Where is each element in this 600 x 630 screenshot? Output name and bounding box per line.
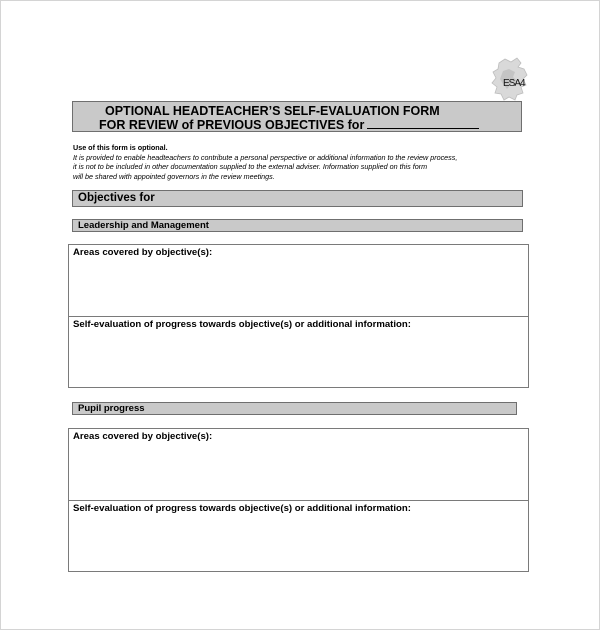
form-title-line2-text: FOR REVIEW of PREVIOUS OBJECTIVES for [99,118,365,132]
pupil-progress-form-table [68,428,529,572]
usage-note [73,143,529,181]
form-title-line2 [99,118,479,132]
usage-note-line: It is provided to enable headteachers to contribute a personal perspective or additional information to the review process, [73,152,458,162]
usage-note-heading: Use of this form is optional. [73,143,168,152]
areas-covered-label: Areas covered by objective(s): [73,247,213,258]
usage-note-line: it is not to be included in other documentation supplied to the external adviser. Information supplied on this form [73,162,428,172]
form-title-line1: OPTIONAL HEADTEACHER’S SELF-EVALUATION FORM [105,104,440,118]
leadership-areas-field[interactable] [69,245,528,316]
pupil-progress-section-heading: Pupil progress [72,402,517,415]
leadership-section-heading: Leadership and Management [72,219,523,232]
self-evaluation-label: Self-evaluation of progress towards objective(s) or additional information: [73,503,411,514]
form-title-box [72,101,522,132]
usage-note-line: will be shared with appointed governors in the review meetings. [73,171,275,181]
self-evaluation-label: Self-evaluation of progress towards objective(s) or additional information: [73,319,411,330]
form-code: ESA4 [503,78,525,89]
year-blank-field[interactable] [367,118,479,129]
areas-covered-label: Areas covered by objective(s): [73,431,213,442]
leadership-form-table [68,244,529,388]
leadership-self-evaluation-field[interactable] [69,316,528,387]
pupil-areas-field[interactable] [69,429,528,500]
pupil-self-evaluation-field[interactable] [69,500,528,571]
objectives-heading: Objectives for [72,190,523,207]
